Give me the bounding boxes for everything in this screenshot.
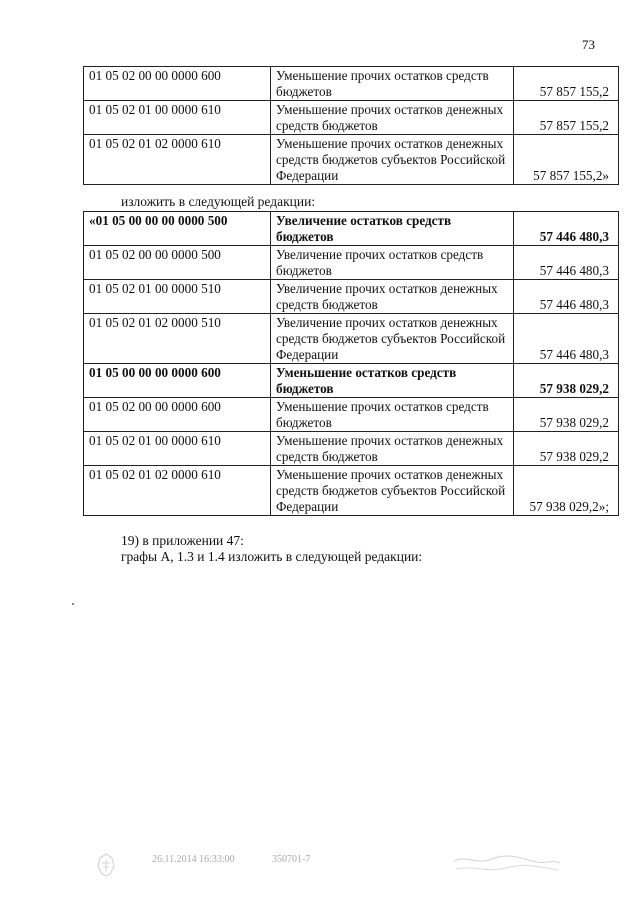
budget-table-bottom — [83, 211, 619, 516]
table-body — [84, 212, 619, 516]
budget-code-cell: 01 05 02 01 00 0000 610 — [84, 101, 271, 135]
table-row — [84, 280, 619, 314]
table-row — [84, 398, 619, 432]
budget-amount-cell: 57 857 155,2 — [514, 67, 619, 101]
budget-code-cell: 01 05 00 00 00 0000 600 — [84, 364, 271, 398]
table-row — [84, 466, 619, 516]
table-row — [84, 135, 619, 185]
budget-code-cell: 01 05 02 01 00 0000 510 — [84, 280, 271, 314]
budget-amount-cell: 57 446 480,3 — [514, 314, 619, 364]
scan-speck — [72, 603, 74, 605]
registration-mark-icon — [452, 853, 562, 875]
budget-amount-cell: 57 446 480,3 — [514, 246, 619, 280]
budget-code-cell: 01 05 02 01 00 0000 610 — [84, 432, 271, 466]
redaction-note: изложить в следующей редакции: — [121, 194, 316, 209]
table-row — [84, 246, 619, 280]
budget-name-cell: Увеличение прочих остатков денежных средств бюджетов — [271, 280, 514, 314]
budget-amount-cell: 57 446 480,3 — [514, 212, 619, 246]
budget-amount-cell: 57 938 029,2 — [514, 398, 619, 432]
budget-name-cell: Уменьшение остатков средств бюджетов — [271, 364, 514, 398]
emblem-icon — [95, 852, 117, 878]
budget-code-cell: 01 05 02 00 00 0000 600 — [84, 67, 271, 101]
budget-code-cell: 01 05 02 01 02 0000 510 — [84, 314, 271, 364]
columns-note: графы А, 1.3 и 1.4 изложить в следующей редакции: — [121, 549, 423, 564]
table-row — [84, 364, 619, 398]
budget-name-cell: Уменьшение прочих остатков денежных средств бюджетов субъектов Российской Федерации — [271, 466, 514, 516]
table-row — [84, 212, 619, 246]
budget-name-cell: Увеличение прочих остатков денежных средств бюджетов субъектов Российской Федерации — [271, 314, 514, 364]
table-row — [84, 67, 619, 101]
budget-code-cell: 01 05 02 01 02 0000 610 — [84, 135, 271, 185]
footer-timestamp: 26.11.2014 16:33:00 — [152, 854, 235, 865]
budget-code-cell: «01 05 00 00 00 0000 500 — [84, 212, 271, 246]
budget-name-cell: Уменьшение прочих остатков средств бюджетов — [271, 67, 514, 101]
budget-code-cell: 01 05 02 00 00 0000 600 — [84, 398, 271, 432]
budget-code-cell: 01 05 02 00 00 0000 500 — [84, 246, 271, 280]
budget-name-cell: Уменьшение прочих остатков средств бюджетов — [271, 398, 514, 432]
budget-name-cell: Уменьшение прочих остатков денежных средств бюджетов — [271, 432, 514, 466]
budget-name-cell: Увеличение прочих остатков средств бюджетов — [271, 246, 514, 280]
table-body — [84, 67, 619, 185]
budget-amount-cell: 57 857 155,2 — [514, 101, 619, 135]
budget-name-cell: Уменьшение прочих остатков денежных средств бюджетов — [271, 101, 514, 135]
budget-code-cell: 01 05 02 01 02 0000 610 — [84, 466, 271, 516]
budget-name-cell: Увеличение остатков средств бюджетов — [271, 212, 514, 246]
appendix-item: 19) в приложении 47: — [121, 533, 244, 548]
budget-table-top — [83, 66, 619, 185]
table-row — [84, 432, 619, 466]
page-number: 73 — [582, 37, 595, 52]
footer-doc-number: 350701-7 — [272, 854, 311, 865]
budget-amount-cell: 57 938 029,2»; — [514, 466, 619, 516]
table-row — [84, 314, 619, 364]
budget-name-cell: Уменьшение прочих остатков денежных средств бюджетов субъектов Российской Федерации — [271, 135, 514, 185]
budget-amount-cell: 57 938 029,2 — [514, 364, 619, 398]
budget-amount-cell: 57 446 480,3 — [514, 280, 619, 314]
table-row — [84, 101, 619, 135]
budget-amount-cell: 57 938 029,2 — [514, 432, 619, 466]
budget-amount-cell: 57 857 155,2» — [514, 135, 619, 185]
